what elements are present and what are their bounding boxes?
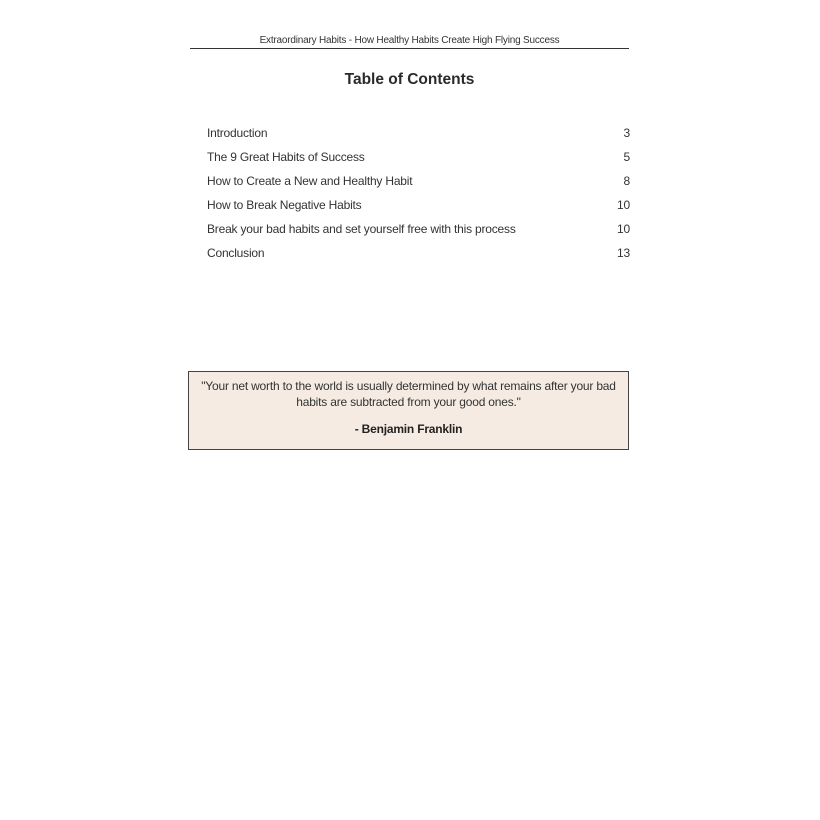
quote-author: - Benjamin Franklin [354, 422, 463, 436]
toc-entry-label: How to Break Negative Habits [207, 198, 362, 212]
toc-entry-label: How to Create a New and Healthy Habit [207, 174, 413, 188]
toc-entry-page: 10 [617, 198, 630, 212]
toc-entry-page: 5 [623, 150, 630, 164]
toc-list [207, 121, 630, 265]
toc-entry-introduction[interactable] [207, 121, 630, 145]
toc-entry-break-habits[interactable] [207, 193, 630, 217]
quote-box [188, 371, 629, 450]
toc-entry-label: Conclusion [207, 246, 265, 260]
toc-entry-conclusion[interactable] [207, 241, 630, 265]
toc-title: Table of Contents [344, 71, 475, 88]
toc-entry-page: 3 [623, 126, 630, 140]
toc-entry-page: 10 [617, 222, 630, 236]
running-header: Extraordinary Habits - How Healthy Habits Create High Flying Success [190, 34, 629, 49]
toc-entry-create-habit[interactable] [207, 169, 630, 193]
toc-entry-set-free[interactable] [207, 217, 630, 241]
toc-entry-label: The 9 Great Habits of Success [207, 150, 365, 164]
toc-entry-label: Introduction [207, 126, 268, 140]
quote-text: "Your net worth to the world is usually determined by what remains after your bad habits are subtracted from your good ones." [201, 379, 616, 409]
toc-entry-label: Break your bad habits and set yourself free with this process [207, 222, 516, 236]
toc-entry-page: 13 [617, 246, 630, 260]
toc-entry-great-habits[interactable] [207, 145, 630, 169]
toc-entry-page: 8 [623, 174, 630, 188]
